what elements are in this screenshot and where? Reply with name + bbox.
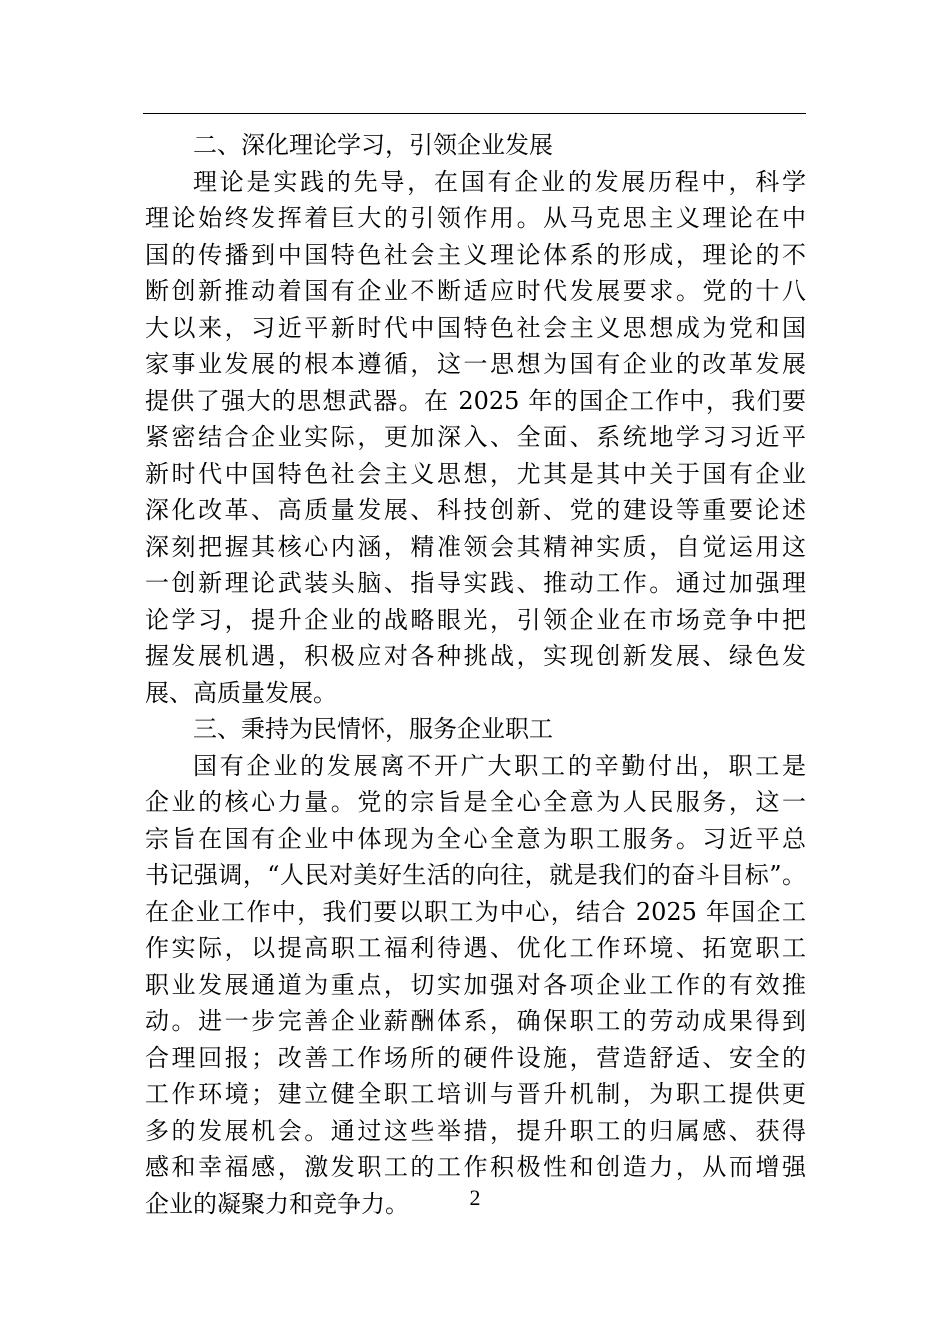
paragraph-line: 工作环境；建立健全职工培训与晋升机制，为职工提供更 bbox=[145, 1080, 806, 1108]
paragraph-line: 理论始终发挥着巨大的引领作用。从马克思主义理论在中 bbox=[145, 204, 806, 232]
paragraph-line: 握发展机遇，积极应对各种挑战，实现创新发展、绿色发 bbox=[145, 642, 806, 670]
paragraph-line: 宗旨在国有企业中体现为全心全意为职工服务。习近平总 bbox=[145, 824, 806, 853]
paragraph-line: 断创新推动着国有企业不断适应时代发展要求。党的十八 bbox=[145, 277, 806, 305]
page-number: 2 bbox=[469, 1185, 481, 1210]
paragraph-line: 家事业发展的根本遵循，这一思想为国有企业的改革发展 bbox=[145, 350, 806, 378]
paragraph-line: 国有企业的发展离不开广大职工的辛勤付出，职工是 bbox=[193, 751, 806, 780]
paragraph-line: 展、高质量发展。 bbox=[145, 678, 337, 707]
section-heading: 二、深化理论学习，引领企业发展 bbox=[193, 131, 553, 159]
paragraph-line: 一创新理论武装头脑、指导实践、推动工作。通过加强理 bbox=[145, 569, 806, 597]
paragraph-line: 大以来，习近平新时代中国特色社会主义思想成为党和国 bbox=[145, 313, 806, 342]
paragraph-line: 新时代中国特色社会主义思想，尤其是其中关于国有企业 bbox=[145, 459, 806, 488]
document-body bbox=[145, 127, 806, 1222]
section-heading: 三、秉持为民情怀，服务企业职工 bbox=[193, 715, 553, 743]
paragraph-line: 企业的核心力量。党的宗旨是全心全意为人民服务，这一 bbox=[145, 788, 806, 816]
paragraph-line: 国的传播到中国特色社会主义理论体系的形成，理论的不 bbox=[145, 240, 806, 269]
paragraph-line: 动。进一步完善企业薪酬体系，确保职工的劳动成果得到 bbox=[145, 1007, 806, 1035]
header-rule bbox=[143, 113, 806, 114]
paragraph-line: 紧密结合企业实际，更加深入、全面、系统地学习习近平 bbox=[145, 423, 806, 451]
paragraph-line: 提供了强大的思想武器。在 2025 年的国企工作中，我们要 bbox=[145, 386, 806, 415]
paragraph-line: 深化改革、高质量发展、科技创新、党的建设等重要论述 bbox=[145, 496, 806, 524]
paragraph-line: 合理回报；改善工作场所的硬件设施，营造舒适、安全的 bbox=[145, 1043, 806, 1072]
paragraph-line: 理论是实践的先导，在国有企业的发展历程中，科学 bbox=[193, 167, 806, 196]
paragraph-line: 感和幸福感，激发职工的工作积极性和创造力，从而增强 bbox=[145, 1153, 806, 1181]
paragraph-line: 在企业工作中，我们要以职工为中心，结合 2025 年国企工 bbox=[145, 897, 806, 926]
paragraph-line: 论学习，提升企业的战略眼光，引领企业在市场竞争中把 bbox=[145, 605, 806, 634]
paragraph-line: 企业的凝聚力和竞争力。 bbox=[145, 1189, 409, 1218]
paragraph-line: 深刻把握其核心内涵，精准领会其精神实质，自觉运用这 bbox=[145, 532, 806, 561]
paragraph-line: 多的发展机会。通过这些举措，提升职工的归属感、获得 bbox=[145, 1116, 806, 1145]
paragraph-line: 作实际，以提高职工福利待遇、优化工作环境、拓宽职工 bbox=[145, 934, 806, 962]
paragraph-line: 书记强调，“人民对美好生活的向往，就是我们的奋斗目标”。 bbox=[145, 861, 806, 889]
paragraph-line: 职业发展通道为重点，切实加强对各项企业工作的有效推 bbox=[145, 970, 806, 999]
